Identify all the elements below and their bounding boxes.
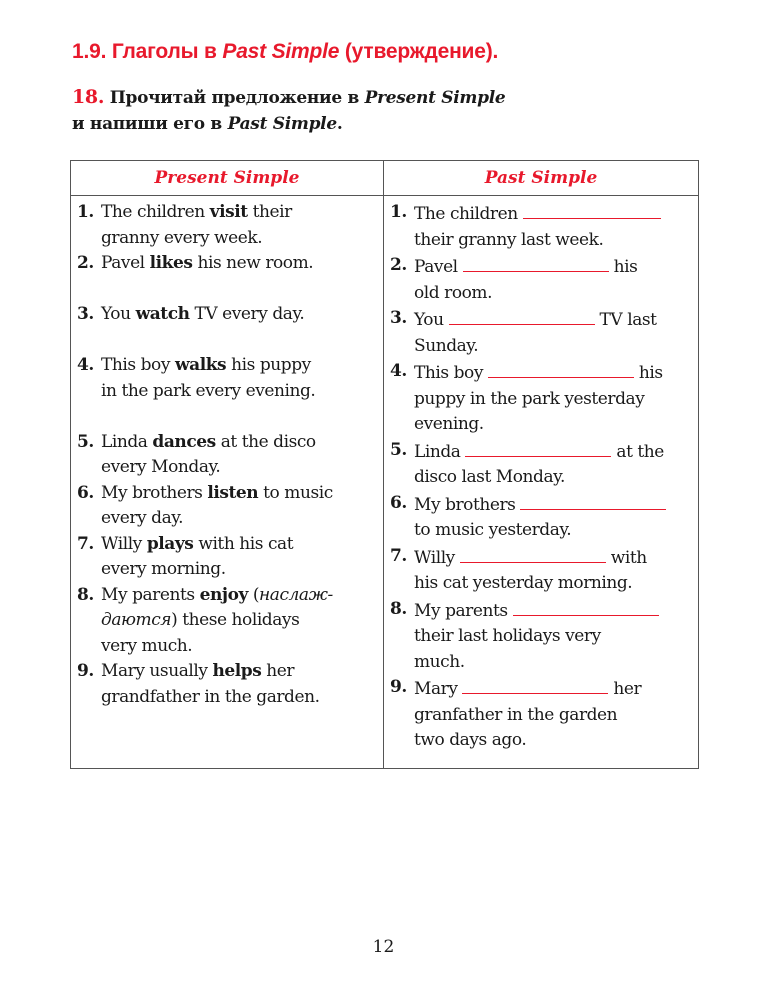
item-text: two days ago. [414,730,527,750]
item-verb: visit [209,202,248,222]
past-item-9 [390,675,692,754]
item-text: My brothers [101,482,203,503]
present-item-5 [77,430,377,481]
item-number: 4. [390,361,407,381]
task-line1-italic: Present Simple [364,88,506,108]
item-text: The children [414,204,518,224]
item-verb: dances [152,431,216,452]
answer-blank[interactable] [465,438,611,457]
header-present-simple: Present Simple [71,161,384,196]
present-item-2 [77,251,377,277]
item-text: very much. [101,635,193,656]
item-verb: likes [149,253,193,273]
task-line2-text: и напиши его в [72,114,222,134]
present-column [71,196,384,769]
item-text: My parents [414,600,508,621]
item-text: You [414,310,444,330]
past-item-4 [390,359,692,438]
item-translation: наслаж- [259,584,333,605]
item-number: 6. [390,492,407,513]
item-text: My parents [101,584,195,605]
item-text: with [610,547,647,568]
section-title [72,40,498,64]
item-text: their [252,202,292,222]
item-text: every Monday. [101,457,221,477]
item-text: old room. [414,282,493,303]
item-text: TV every day. [194,304,305,324]
present-item-7 [77,532,377,583]
item-verb: plays [146,533,194,554]
past-item-6 [390,491,692,544]
item-number: 5. [390,439,407,460]
item-number: 7. [390,545,407,566]
item-text: Willy [101,533,142,554]
item-number: 6. [77,482,94,503]
present-item-6 [77,481,377,532]
item-text: granfather in the garden [414,704,618,725]
item-text: Mary [414,679,458,699]
item-number: 3. [390,308,407,328]
item-text: to music [263,482,333,503]
task-line1-text: Прочитай предложение в [109,88,359,108]
item-text: her [613,679,642,699]
answer-blank[interactable] [523,200,661,219]
item-number: 7. [77,533,94,554]
item-text: much. [414,651,465,672]
item-text: This boy [414,363,483,383]
item-text: every morning. [101,559,226,579]
item-text: to music yesterday. [414,520,572,540]
exercise-table [70,160,699,769]
item-number: 9. [390,677,407,697]
answer-blank[interactable] [513,597,659,616]
item-text: his puppy [231,355,311,375]
item-text: ) these holidays [171,610,300,630]
item-verb: helps [212,661,262,681]
answer-blank[interactable] [463,253,609,272]
past-item-1 [390,200,692,253]
item-text: disco last Monday. [414,467,565,487]
item-text: Pavel [101,253,145,273]
task-line2-italic: Past Simple [227,114,337,134]
item-number: 3. [77,304,94,324]
past-item-3 [390,306,692,359]
page-number: 12 [372,937,395,957]
item-verb: watch [135,304,190,324]
answer-blank[interactable] [520,491,666,510]
past-item-5 [390,438,692,491]
section-title-before: Глаголы в [111,40,217,63]
past-item-7 [390,544,692,597]
item-text: his new room. [197,253,314,273]
item-number: 8. [390,598,407,619]
item-text: with his cat [198,533,294,554]
answer-blank[interactable] [460,544,606,563]
item-text: in the park every evening. [101,380,316,401]
section-title-italic: Past Simple [222,40,340,63]
item-text: at the [616,441,664,462]
item-text: their last holidays very [414,626,601,646]
item-text: granny every week. [101,227,263,248]
item-text: every day. [101,508,184,528]
item-text: Linda [101,431,148,452]
item-number: 1. [77,202,94,222]
item-text: his [638,363,663,383]
item-number: 5. [77,431,94,452]
item-text: Mary usually [101,661,208,681]
item-text: My brothers [414,494,516,515]
item-verb: listen [207,482,259,503]
item-text: You [101,304,131,324]
past-item-2 [390,253,692,306]
past-item-8 [390,597,692,676]
item-text: Sunday. [414,335,479,356]
section-title-after: (утверждение). [344,40,499,63]
item-text: TV last [599,310,657,330]
answer-blank[interactable] [462,675,608,694]
item-text: Linda [414,441,461,462]
present-item-8 [77,583,377,660]
present-item-4 [77,353,377,404]
present-item-9 [77,659,377,710]
task-instruction [72,84,505,137]
item-text: her [266,661,295,681]
task-line2-end: . [336,114,343,134]
item-verb: walks [174,355,227,375]
task-number: 18. [72,86,105,108]
item-text: This boy [101,355,170,375]
item-text: ( [252,584,260,605]
present-item-1 [77,200,377,251]
item-number: 2. [77,253,94,273]
item-text: at the disco [220,431,316,452]
answer-blank[interactable] [449,306,595,325]
item-text: their granny last week. [414,229,604,250]
item-text: his cat yesterday morning. [414,573,633,593]
header-past-simple: Past Simple [384,161,699,196]
present-item-3 [77,302,377,328]
item-number: 2. [390,255,407,275]
item-number: 8. [77,584,94,605]
item-number: 1. [390,202,407,222]
item-text: puppy in the park yesterday [414,388,645,409]
item-verb: enjoy [199,584,248,605]
section-number: 1.9. [72,40,107,63]
item-text: The children [101,202,205,222]
item-text: grandfather in the garden. [101,686,320,707]
item-number: 4. [77,355,94,375]
item-text: Willy [414,547,455,568]
answer-blank[interactable] [488,359,634,378]
item-text: evening. [414,414,484,434]
item-text: Pavel [414,257,458,277]
item-text: his [613,257,638,277]
item-number: 9. [77,661,94,681]
item-translation: даются [101,610,172,630]
past-column [384,196,699,769]
